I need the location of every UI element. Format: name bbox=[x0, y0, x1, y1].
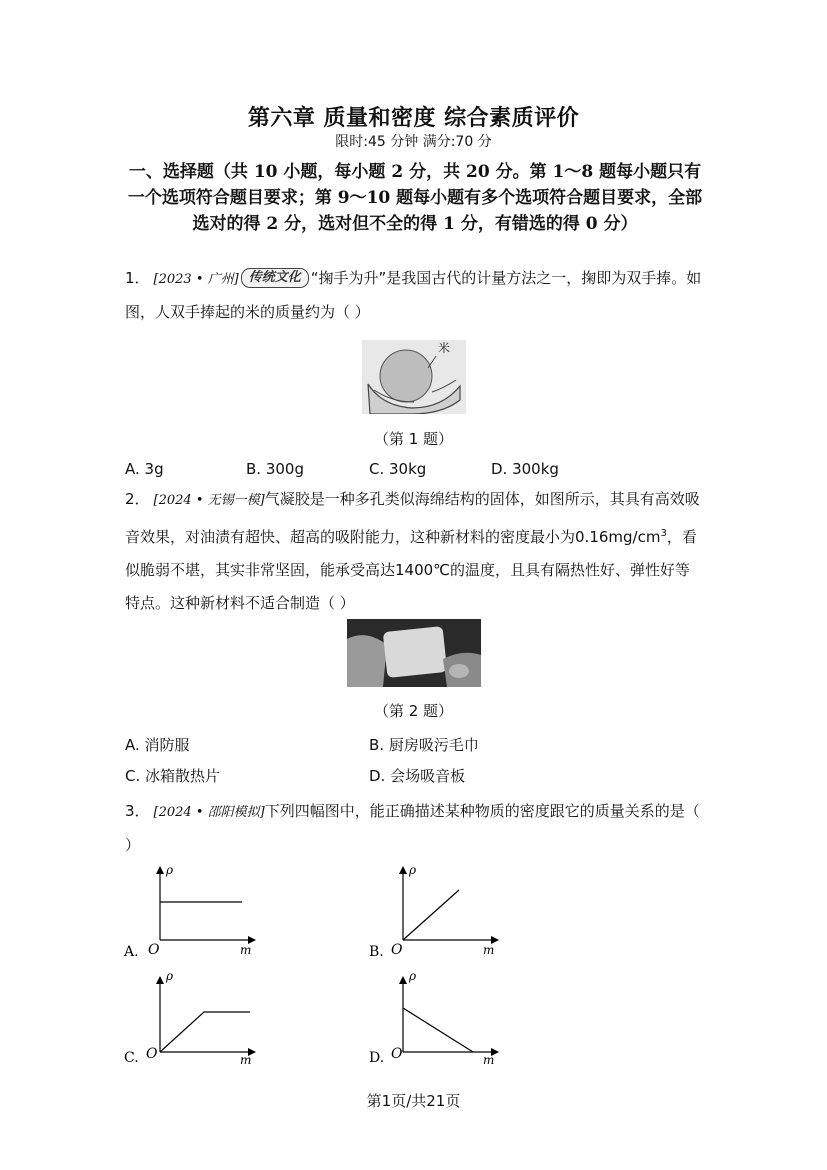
question-source: [2024 • 无锡一模] bbox=[153, 493, 265, 508]
density-value: 0.16mg/cm bbox=[575, 528, 661, 546]
time-limit-info: 限时:45 分钟 满分:70 分 bbox=[335, 134, 492, 150]
section-heading: 一、选择题（共 10 小题，每小题 2 分，共 20 分。第 1～8 题每小题只有一个选项符合题目要求；第 9～10 题每小题有多个选项符合题目要求，全部选对的得 2 分，选对但不全的得 1 分，有错选的得 0 分） bbox=[127, 162, 703, 234]
question-3 bbox=[125, 795, 705, 862]
question-text: 下列四幅图中，能正确描述某种物质的密度跟它的质量关系的是（ ） bbox=[125, 802, 700, 854]
rice-label: 米 bbox=[438, 341, 451, 355]
graph-a[interactable] bbox=[120, 860, 260, 960]
q1-option-a[interactable]: A. 3g bbox=[125, 460, 164, 478]
option-letter: A. bbox=[124, 944, 139, 960]
y-axis-label: ρ bbox=[409, 863, 417, 877]
option-letter: D. bbox=[369, 1050, 385, 1066]
q2-option-c[interactable]: C. 冰箱散热片 bbox=[125, 767, 221, 785]
density-exponent: 3 bbox=[660, 528, 667, 539]
question-source: [2023 • 广州] bbox=[153, 272, 239, 287]
y-axis-label: ρ bbox=[166, 863, 174, 877]
graph-d[interactable] bbox=[365, 966, 505, 1066]
question-text-part2: ，看似脆弱不堪，其实非常坚固，能承受高达1400℃的温度，且具有隔热性好、弹性好等特点。这种新材料不适合制造（ ） bbox=[125, 528, 697, 612]
question-1 bbox=[125, 262, 705, 329]
graph-b[interactable] bbox=[365, 860, 505, 960]
figure-1-caption: （第 1 题） bbox=[373, 430, 454, 448]
x-axis-label: m bbox=[483, 943, 495, 957]
x-axis-label: m bbox=[240, 1053, 252, 1066]
origin-label: O bbox=[391, 942, 403, 958]
q1-option-b[interactable]: B. 300g bbox=[246, 460, 304, 478]
q1-option-d[interactable]: D. 300kg bbox=[491, 460, 559, 478]
origin-label: O bbox=[146, 1046, 158, 1062]
option-letter: B. bbox=[369, 944, 384, 960]
culture-tag: 传统文化 bbox=[241, 268, 309, 288]
aerogel-figure bbox=[347, 619, 481, 687]
origin-label: O bbox=[148, 942, 160, 958]
y-axis-label: ρ bbox=[409, 969, 417, 983]
q2-option-a[interactable]: A. 消防服 bbox=[125, 736, 190, 754]
density-line bbox=[160, 1012, 250, 1052]
question-number: 3． bbox=[125, 802, 150, 820]
question-number: 2． bbox=[125, 490, 150, 508]
question-number: 1． bbox=[125, 269, 150, 287]
y-axis-label: ρ bbox=[166, 969, 174, 983]
q1-option-c[interactable]: C. 30kg bbox=[369, 460, 427, 478]
x-axis-label: m bbox=[483, 1053, 495, 1066]
option-letter: C. bbox=[124, 1050, 139, 1066]
question-source: [2024 • 邵阳模拟] bbox=[153, 805, 265, 820]
hands-rice-figure bbox=[362, 340, 466, 414]
graph-c[interactable] bbox=[120, 966, 260, 1066]
question-2 bbox=[125, 483, 705, 620]
q2-option-b[interactable]: B. 厨房吸污毛巾 bbox=[369, 736, 479, 754]
x-axis-label: m bbox=[240, 943, 252, 957]
origin-label: O bbox=[391, 1046, 403, 1062]
page-footer: 第1页/共21页 bbox=[366, 1092, 461, 1110]
question-text-part1: 气凝胶是一种多孔类似海绵结构的固体，如图所示，其具有高效吸音效果，对油渍有超快、超高的吸附能力，这种新材料的密度最小为 bbox=[125, 490, 700, 546]
q2-option-d[interactable]: D. 会场吸音板 bbox=[369, 767, 466, 785]
figure-2-caption: （第 2 题） bbox=[373, 702, 454, 720]
question-text: “掬手为升”是我国古代的计量方法之一，掬即为双手捧。如图，人双手捧起的米的质量约为（ ） bbox=[125, 269, 702, 321]
density-line bbox=[403, 1008, 473, 1052]
density-line bbox=[403, 890, 459, 940]
page-title: 第六章 质量和密度 综合素质评价 bbox=[247, 105, 580, 131]
